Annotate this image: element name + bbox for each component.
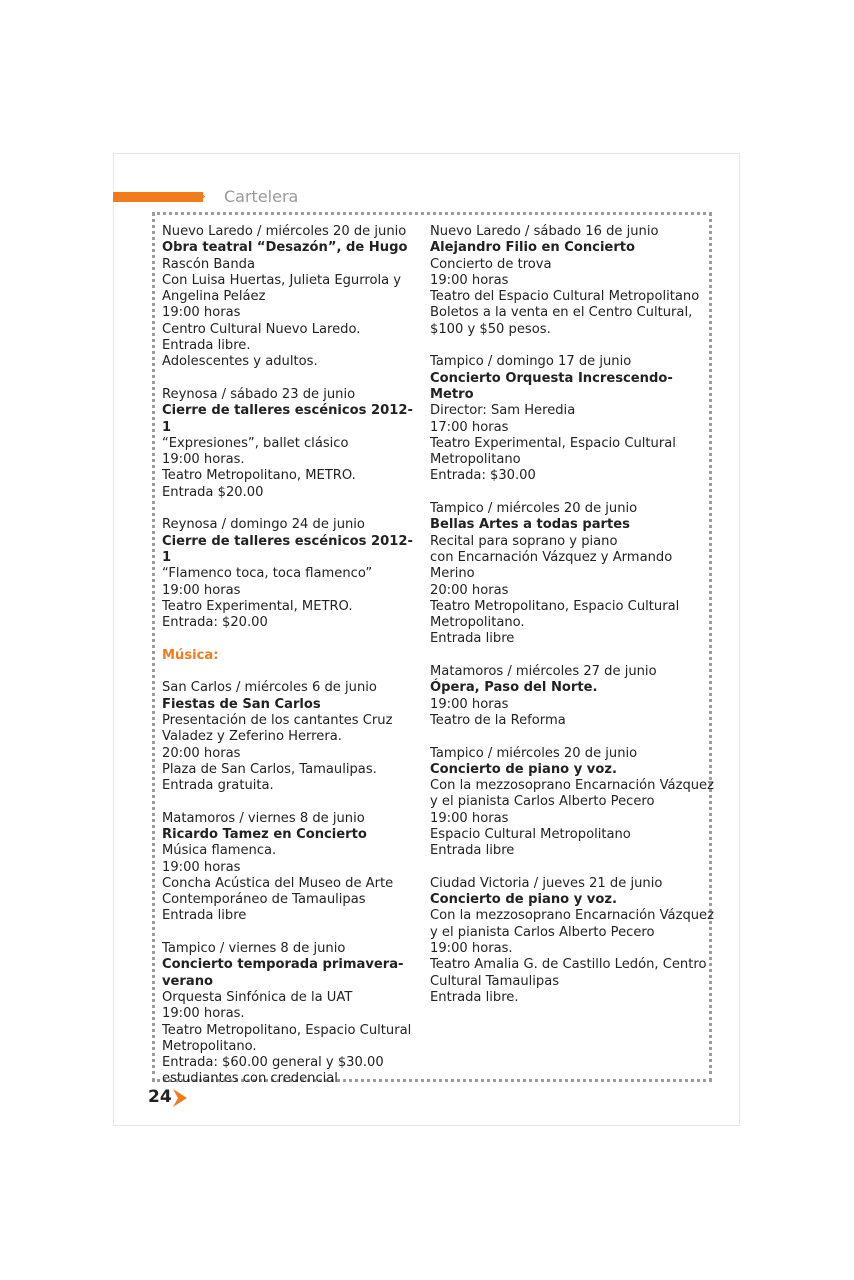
event-place-date: Tampico / viernes 8 de junio <box>162 941 346 957</box>
event-place-date: Tampico / miércoles 20 de junio <box>430 501 638 517</box>
event-detail-line: 19:00 horas <box>430 272 509 288</box>
event-listing <box>162 811 414 925</box>
event-name: Ópera, Paso del Norte. <box>430 680 598 696</box>
event-listing <box>430 354 705 484</box>
event-listing <box>430 501 705 648</box>
event-listing <box>162 941 414 1088</box>
event-name: Fiestas de San Carlos <box>162 696 321 712</box>
event-detail-line: Orquesta Sinfónica de la UAT <box>162 989 353 1005</box>
event-listing <box>430 745 714 860</box>
event-name: Ricardo Tamez en Concierto <box>162 826 367 842</box>
events-top-list <box>162 224 414 631</box>
event-detail-line: Metropolitano. <box>430 615 525 631</box>
event-detail-line: Entrada libre. <box>430 989 519 1005</box>
header-arrows-icon: ››› <box>196 187 202 205</box>
event-detail-line: Concha Acústica del Museo de Arte <box>162 875 394 891</box>
event-detail-line: Teatro de la Reforma <box>430 712 566 728</box>
event-place-date: Nuevo Laredo / sábado 16 de junio <box>430 224 659 239</box>
event-detail-line: “Flamenco toca, toca flamenco” <box>162 566 373 582</box>
event-detail-line: Rascón Banda <box>162 256 255 272</box>
page-arrow-icon <box>172 1088 188 1108</box>
event-name: Cierre de talleres escénicos 2012-1 <box>162 533 413 565</box>
event-place-date: Tampico / domingo 17 de junio <box>430 354 632 370</box>
event-detail-line: Música flamenca. <box>162 843 277 859</box>
event-detail-line: Boletos a la venta en el Centro Cultural, <box>430 305 693 321</box>
event-detail-line: Cultural Tamaulipas <box>430 973 560 989</box>
event-detail-line: estudiantes con credencial <box>162 1071 338 1087</box>
event-detail-line: Teatro del Espacio Cultural Metropolitano <box>430 289 700 305</box>
event-detail-line: 19:00 horas. <box>430 941 513 957</box>
events-bottom-list <box>162 680 414 1087</box>
section-title: Cartelera <box>224 187 299 206</box>
event-name: Alejandro Filio en Concierto <box>430 240 636 256</box>
event-detail-line: Metropolitano <box>430 452 521 468</box>
page-number: 24 <box>148 1087 172 1107</box>
event-detail-line: Teatro Experimental, METRO. <box>162 598 353 614</box>
event-detail-line: 20:00 horas <box>430 582 509 598</box>
event-detail-line: Teatro Metropolitano, METRO. <box>162 468 356 484</box>
event-detail-line: Presentación de los cantantes Cruz <box>162 712 393 728</box>
event-detail-line: y el pianista Carlos Alberto Pecero <box>430 924 655 940</box>
event-detail-line: 19:00 horas <box>162 582 241 598</box>
event-name: Concierto temporada primavera-verano <box>162 957 404 989</box>
event-detail-line: 19:00 horas <box>430 810 509 826</box>
event-detail-line: 19:00 horas. <box>162 452 245 468</box>
event-detail-line: Teatro Metropolitano, Espacio Cultural <box>162 1022 412 1038</box>
event-detail-line: Metropolitano. <box>162 1038 257 1054</box>
right-column <box>430 224 714 1023</box>
event-detail-line: 17:00 horas <box>430 419 509 435</box>
event-detail-line: Plaza de San Carlos, Tamaulipas. <box>162 761 377 777</box>
event-detail-line: 19:00 horas <box>162 859 241 875</box>
event-detail-line: Teatro Amalia G. de Castillo Ledón, Centro <box>430 957 707 973</box>
event-detail-line: 19:00 horas. <box>162 1006 245 1022</box>
event-listing <box>162 224 414 371</box>
event-place-date: Reynosa / sábado 23 de junio <box>162 386 356 402</box>
event-detail-line: Entrada gratuita. <box>162 778 274 794</box>
event-name: Concierto Orquesta Increscendo-Metro <box>430 370 673 402</box>
event-detail-line: $100 y $50 pesos. <box>430 321 551 337</box>
events-right-list <box>430 224 714 1006</box>
event-listing <box>430 224 705 338</box>
event-listing <box>162 680 414 794</box>
event-name: Bellas Artes a todas partes <box>430 517 630 533</box>
event-detail-line: Concierto de trova <box>430 256 552 272</box>
event-detail-line: 20:00 horas <box>162 745 241 761</box>
event-detail-line: Valadez y Zeferino Herrera. <box>162 729 342 745</box>
event-detail-line: Teatro Experimental, Espacio Cultural <box>430 435 676 451</box>
event-detail-line: Centro Cultural Nuevo Laredo. <box>162 321 361 337</box>
left-column <box>162 224 414 1104</box>
event-detail-line: Entrada libre. <box>162 338 251 354</box>
event-name: Cierre de talleres escénicos 2012-1 <box>162 403 413 435</box>
event-detail-line: Adolescentes y adultos. <box>162 354 318 370</box>
event-name: Obra teatral “Desazón”, de Hugo <box>162 240 408 256</box>
event-listing <box>430 875 714 1006</box>
event-detail-line: Entrada libre <box>430 843 515 859</box>
event-place-date: San Carlos / miércoles 6 de junio <box>162 680 377 696</box>
event-place-date: Tampico / miércoles 20 de junio <box>430 745 638 761</box>
event-detail-line: Entrada libre <box>430 631 515 647</box>
event-detail-line: Con la mezzosoprano Encarnación Vázquez <box>430 778 714 794</box>
event-detail-line: Angelina Peláez <box>162 289 266 305</box>
event-detail-line: Entrada: $60.00 general y $30.00 <box>162 1055 384 1071</box>
event-detail-line: Espacio Cultural Metropolitano <box>430 826 631 842</box>
event-place-date: Ciudad Victoria / jueves 21 de junio <box>430 875 663 891</box>
event-detail-line: “Expresiones”, ballet clásico <box>162 435 349 451</box>
event-detail-line: Entrada $20.00 <box>162 484 264 500</box>
event-detail-line: Director: Sam Heredia <box>430 403 576 419</box>
event-place-date: Matamoros / viernes 8 de junio <box>162 810 365 826</box>
event-detail-line: y el pianista Carlos Alberto Pecero <box>430 794 655 810</box>
event-detail-line: 19:00 horas <box>162 305 241 321</box>
event-listing <box>162 517 414 631</box>
event-detail-line: 19:00 horas <box>430 696 509 712</box>
event-place-date: Matamoros / miércoles 27 de junio <box>430 664 657 680</box>
event-detail-line: con Encarnación Vázquez y Armando <box>430 549 673 565</box>
header-accent-bar <box>113 192 203 202</box>
event-detail-line: Teatro Metropolitano, Espacio Cultural <box>430 598 680 614</box>
event-listing <box>162 387 414 501</box>
event-detail-line: Entrada libre <box>162 908 247 924</box>
event-detail-line: Entrada: $20.00 <box>162 615 268 631</box>
event-name: Concierto de piano y voz. <box>430 761 617 777</box>
event-detail-line: Merino <box>430 566 475 582</box>
event-place-date: Reynosa / domingo 24 de junio <box>162 517 365 533</box>
event-listing <box>430 664 705 729</box>
event-detail-line: Entrada: $30.00 <box>430 468 536 484</box>
event-name: Concierto de piano y voz. <box>430 892 617 908</box>
event-detail-line: Con Luisa Huertas, Julieta Egurrola y <box>162 272 402 288</box>
music-section-heading: Música: <box>162 647 219 663</box>
event-detail-line: Recital para soprano y piano <box>430 533 618 549</box>
event-place-date: Nuevo Laredo / miércoles 20 de junio <box>162 224 407 239</box>
event-detail-line: Con la mezzosoprano Encarnación Vázquez <box>430 908 714 924</box>
event-detail-line: Contemporáneo de Tamaulipas <box>162 892 366 908</box>
